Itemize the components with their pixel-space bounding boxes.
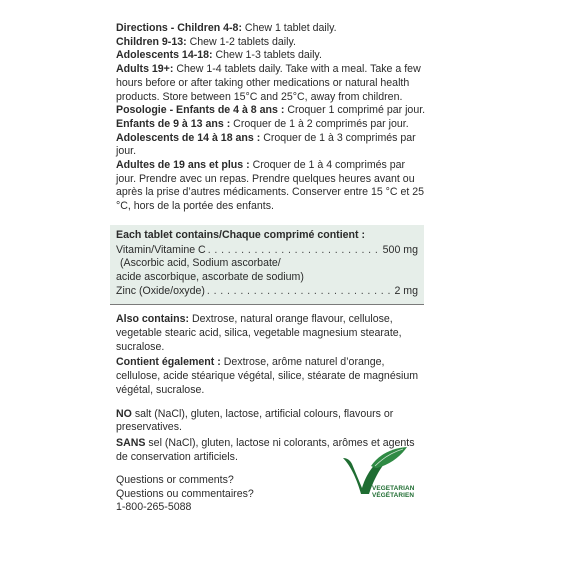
no-text: salt (NaCl), gluten, lactose, artificial colours, flavours or preservatives. bbox=[116, 407, 394, 434]
directions-children-4-8-text: Chew 1 tablet daily. bbox=[241, 22, 337, 34]
directions-children-4-8-heading: Directions - Children 4-8: bbox=[116, 22, 242, 34]
posologie-enfants-4-8-text: Croquer 1 comprimé par jour. bbox=[284, 104, 426, 117]
also-contains-heading: Also contains: bbox=[116, 313, 189, 326]
ingredient-row-zinc bbox=[116, 285, 418, 299]
questions-french: Questions ou commentaires? bbox=[116, 487, 254, 500]
ingredient-name: Vitamin/Vitamine C bbox=[116, 243, 206, 256]
vegetarian-label-french: VÉGÉTARIEN bbox=[372, 492, 415, 500]
posologie-enfants-9-13-heading: Enfants de 9 à 13 ans : bbox=[116, 117, 231, 130]
supplement-label bbox=[116, 22, 428, 515]
posologie-enfants-4-8-heading: Posologie - Enfants de 4 à 8 ans : bbox=[116, 104, 285, 117]
phone-number: 1-800-265-5088 bbox=[116, 501, 192, 514]
questions-english: Questions or comments? bbox=[116, 474, 234, 487]
directions-adolescents-heading: Adolescents 14-18: bbox=[116, 49, 213, 62]
ingredients-box bbox=[110, 225, 424, 306]
directions-children-9-13-heading: Children 9-13: bbox=[116, 35, 187, 48]
dot-leader bbox=[208, 244, 381, 258]
directions-adolescents-text: Chew 1-3 tablets daily. bbox=[212, 49, 322, 62]
posologie-adolescents-text: Croquer de 1 à 3 comprimés par jour. bbox=[116, 131, 416, 158]
posologie-adultes-heading: Adultes de 19 ans et plus : bbox=[116, 159, 250, 172]
contient-text: Dextrose, arôme naturel d’orange, cellulose, acide stéarique végétal, silice, stéarate de magnésium végétal, sucralose. bbox=[116, 356, 419, 396]
directions-children-9-13-text: Chew 1-2 tablets daily. bbox=[186, 35, 296, 48]
contient-heading: Contient également : bbox=[116, 356, 221, 369]
vegetarian-label-english: VEGETARIAN bbox=[372, 485, 415, 492]
ingredient-name: Zinc (Oxide/oxyde) bbox=[116, 284, 205, 297]
also-contains-english bbox=[116, 313, 428, 354]
free-from-english bbox=[116, 408, 428, 435]
directions-adults-heading: Adults 19+: bbox=[116, 63, 174, 76]
dot-leader bbox=[207, 285, 393, 299]
ingredient-amount: 2 mg bbox=[394, 284, 418, 297]
posologie-enfants-9-13-text: Croquer de 1 à 2 comprimés par jour. bbox=[230, 117, 409, 130]
ingredient-row-vitamin-c bbox=[116, 244, 418, 258]
ingredient-amount: 500 mg bbox=[382, 243, 418, 256]
posologie-adolescents-heading: Adolescents de 14 à 18 ans : bbox=[116, 131, 261, 144]
directions-english bbox=[116, 22, 428, 104]
ingredient-source-line-1: (Ascorbic acid, Sodium ascorbate/ bbox=[120, 257, 281, 270]
also-contains-french bbox=[116, 356, 428, 397]
sans-text: sel (NaCl), gluten, lactose ni colorants, arômes et agents de conservation artificiels. bbox=[116, 436, 415, 463]
no-heading: NO bbox=[116, 407, 132, 420]
vegetarian-logo-text bbox=[372, 485, 414, 499]
directions-french bbox=[116, 104, 428, 214]
posologie-adultes-text: Croquer de 1 à 4 comprimés par jour. Prendre avec un repas. Prendre quelques heures avant ou après la prise d’autres médicaments. Conserver entre 15 °C et 25 °C, hors de la portée des enfants. bbox=[116, 159, 425, 213]
ingredients-heading: Each tablet contains/Chaque comprimé contient : bbox=[116, 228, 365, 241]
ingredient-source-line-2: acide ascorbique, ascorbate de sodium) bbox=[116, 270, 304, 283]
also-contains-text: Dextrose, natural orange flavour, cellulose, vegetable stearic acid, silica, vegetable magnesium stearate, sucralose. bbox=[116, 313, 402, 353]
sans-heading: SANS bbox=[116, 436, 146, 449]
directions-adults-text: Chew 1-4 tablets daily. Take with a meal. Take a few hours before or after taking other medications or natural health products. Store between 15°C and 25°C, away from children. bbox=[116, 63, 421, 103]
